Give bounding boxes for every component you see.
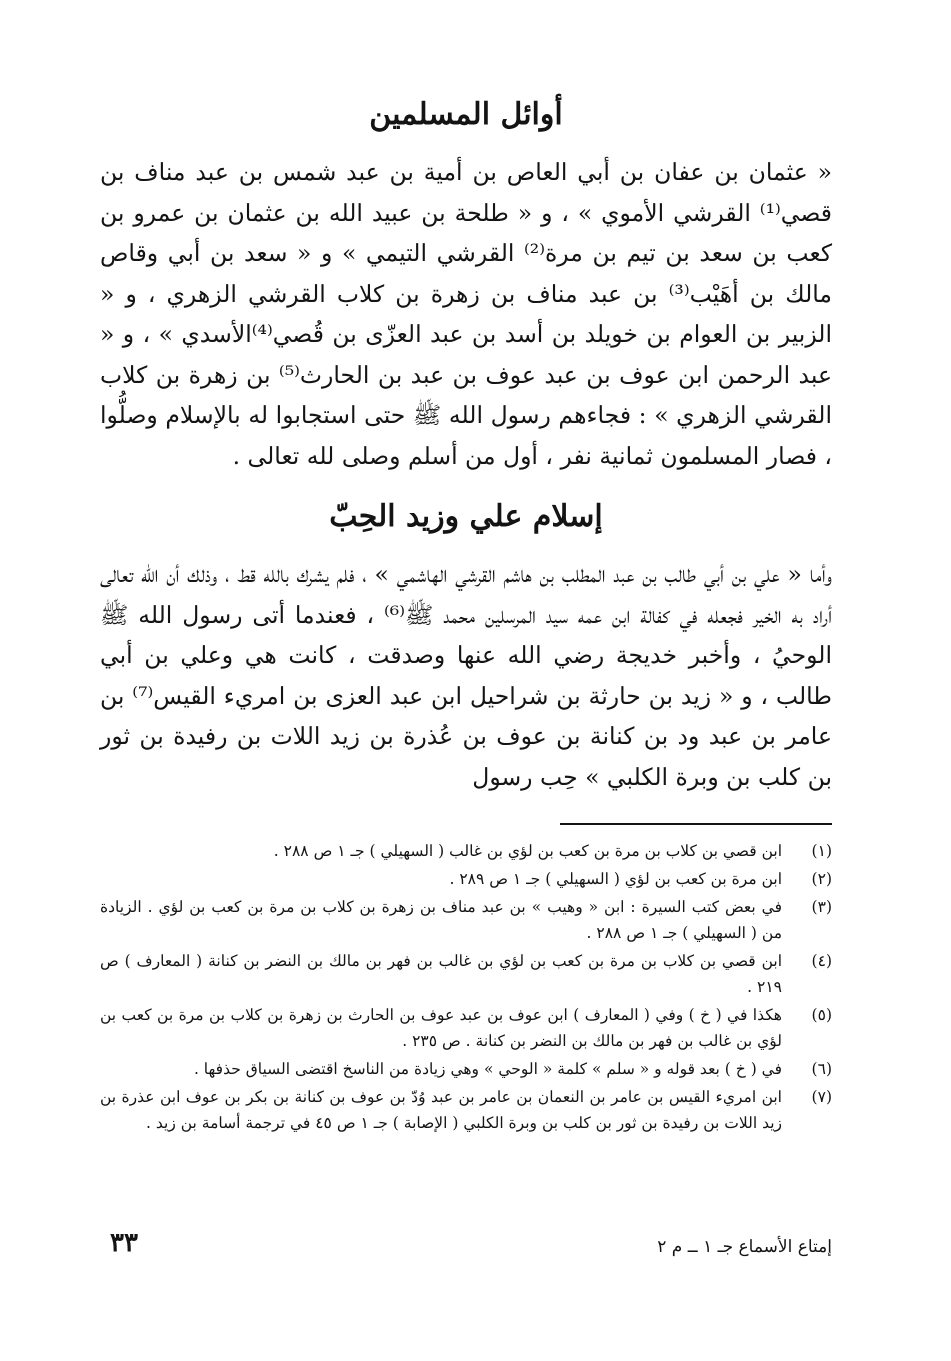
- footnote-text: في بعض كتب السيرة : ابن « وهيب » بن عبد مناف بن زهرة بن كلاب بن مرة بن كعب بن لؤي . الزيادة من ( السهيلي ) جـ ١ ص ٢٨٨ .: [100, 898, 782, 942]
- footnotes: [100, 838, 832, 1138]
- footnote-number: (٥): [811, 1006, 832, 1024]
- footnote-number: (٣): [811, 898, 832, 916]
- footnote-number: (٧): [811, 1088, 832, 1106]
- footnote-text: ابن مرة بن كعب بن لؤي ( السهيلي ) جـ ١ ص ٢٨٩ .: [449, 870, 782, 888]
- book-signature: إمتاع الأسماع جـ ١ ــ م ٢: [657, 1237, 832, 1257]
- footnote: [100, 866, 832, 892]
- footnote: [100, 1084, 832, 1136]
- footnote: [100, 894, 832, 946]
- paragraph-early-muslims: « عثمان بن عفان بن أبي العاص بن أمية بن عبد شمس بن عبد مناف بن قصي⁽¹⁾ القرشي الأموي » ، و « طلحة بن عبيد الله بن عثمان بن عمرو بن كعب بن سعد بن تيم بن مرة⁽²⁾ القرشي التيمي » و « سعد بن أبي وقاص مالك بن أهَيْب⁽³⁾ بن عبد مناف بن زهرة بن كلاب القرشي الزهري ، و « الزبير بن العوام بن خويلد بن أسد بن عبد العزّى بن قُصي⁽⁴⁾الأسدي » ، و « عبد الرحمن ابن عوف بن عبد عوف بن عبد بن الحارث⁽⁵⁾ بن زهرة بن كلاب القرشي الزهري » : فجاءهم رسول الله ﷺ حتى استجابوا له بالإسلام وصلُّوا ، فصار المسلمون ثمانية نفر ، أول من أسلم وصلى لله تعالى .: [100, 158, 833, 470]
- footnote-text: هكذا في ( خ ) وفي ( المعارف ) ابن عوف بن عبد عوف بن الحارث بن زهرة بن كلاب بن مرة بن كعب بن لؤي بن غالب بن فهر بن مالك بن النضر بن كنانة . ص ٢٣٥ .: [100, 1006, 782, 1050]
- footnote-number: (٤): [811, 952, 832, 970]
- footnote-text: ابن قصي بن كلاب بن مرة بن كعب بن لؤي بن غالب بن فهر بن مالك بن النضر بن كنانة ( المعارف ) ص ٢١٩ .: [100, 952, 782, 996]
- paragraph-ali-zaid: وأما « علي بن أبي طالب بن عبد المطلب بن هاشم القرشي الهاشمي » ، فلم يشرك بالله قط ، وذلك أن الله تعالى أراد به الخير فجعله في كفالة ابن عمه سيد المرسلين محمد ﷺ⁽⁶⁾ ، فعندما أتى رسول الله ﷺ الوحيُ ، وأخبر خديجة رضي الله عنها وصدقت ، كانت هي وعلي بن أبي طالب ، و « زيد بن حارثة بن شراحيل ابن عبد العزى بن امريء القيس⁽⁷⁾ بن عامر بن عبد ود بن كنانة بن عوف بن عُذرة بن زيد اللات بن رفيدة بن ثور بن كلب بن وبرة الكلبي » حِب رسول: [100, 560, 833, 791]
- footnote-number: (٦): [811, 1060, 832, 1078]
- footnote-text: في ( خ ) بعد قوله و « سلم » كلمة « الوحي » وهي زيادة من الناسخ اقتضى السياق حذفها .: [193, 1060, 782, 1078]
- footnote: [100, 1056, 832, 1082]
- footnote-number: (٢): [811, 870, 832, 888]
- page-body: [100, 92, 832, 797]
- section-heading-ali-zaid: إسلام علي وزيد الحِبّ: [329, 499, 603, 534]
- footnote: [100, 838, 832, 864]
- footnote: [100, 948, 832, 1000]
- footnote-divider: [560, 823, 832, 825]
- footnote: [100, 1002, 832, 1054]
- page-number: ٣٣: [110, 1228, 138, 1258]
- footnote-text: ابن امريء القيس بن عامر بن النعمان بن عامر بن عبد وُدّ بن عوف بن كنانة بن بكر بن عوف ابن عذرة بن زيد اللات بن رفيدة بن ثور بن كلب بن وبرة الكلبي ( الإصابة ) جـ ١ ص ٤٥ في ترجمة أسامة بن زيد .: [100, 1088, 782, 1132]
- footnote-text: ابن قصي بن كلاب بن مرة بن كعب بن لؤي بن غالب ( السهيلي ) جـ ١ ص ٢٨٨ .: [273, 842, 782, 860]
- section-heading-early-muslims: أوائل المسلمين: [369, 97, 563, 132]
- footnote-number: (١): [811, 842, 832, 860]
